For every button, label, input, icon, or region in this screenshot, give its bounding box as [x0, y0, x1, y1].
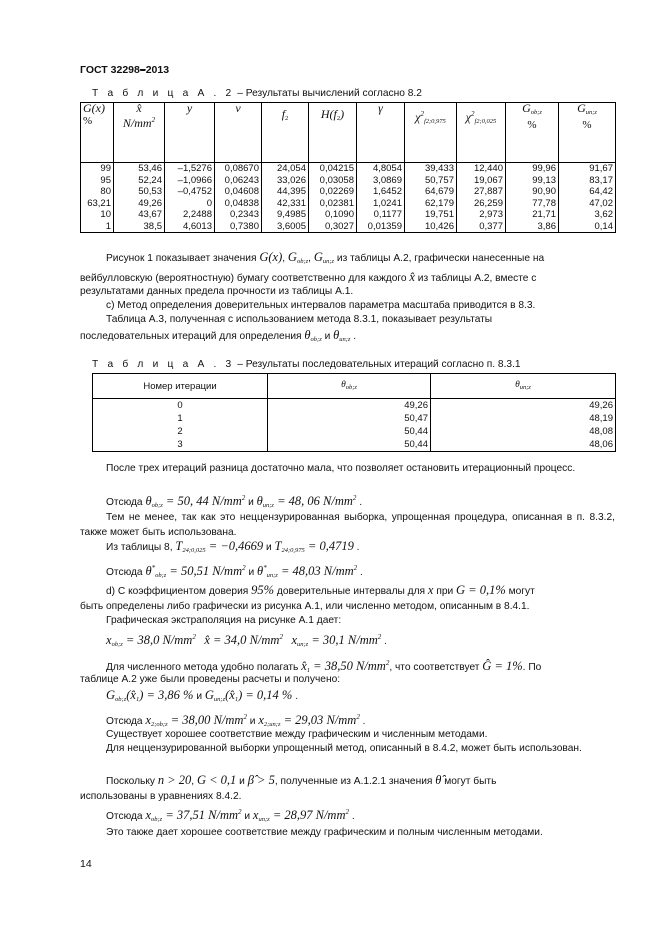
equation-graphic: $x_{ob;z} = 38,0$ $N/mm^2$ x̂ = 34,0 $N/mm^2$ $x_{un;z} = 30,1$ $N/mm^2$ .: [106, 633, 387, 648]
table-cell: 27,887: [457, 186, 506, 198]
table-row: [81, 186, 616, 198]
col-gob: $G_{ob;z}$ %: [506, 103, 559, 163]
equation-x2: Отсюда $x_{2;ob;z} = 38,00$ $N/mm^2$ и $x_{2;un;z} = 29,03$ $N/mm^2$ .: [106, 713, 366, 728]
paragraph-12: Поскольку n > 20, G < 0,1 и β̂ > 5, полученные из А.1.2.1 значения θ̂ могут быть: [106, 773, 497, 787]
table-cell: 49,26: [431, 399, 616, 413]
table2-header-row: [81, 103, 616, 163]
table-cell: 0,377: [457, 221, 506, 233]
table-cell: 10,426: [405, 221, 457, 233]
table-cell: 0,2343: [215, 209, 262, 221]
document-header: ГОСТ 32298–2013: [80, 64, 170, 76]
paragraph-9: Для численного метода удобно полагать $x̂_1 = 38,50$ $N/mm^2$, что соответствует Ĝ = 1%. По: [106, 659, 542, 674]
table-cell: 48,08: [431, 425, 616, 438]
col-gun: $G_{un;z}$ %: [559, 103, 616, 163]
table-cell: –1,0966: [165, 175, 215, 187]
paragraph-3-cont: последовательных итераций для определения $\theta_{ob;z}$ и $\theta_{un;z}$ .: [80, 328, 357, 343]
table-cell: 2,2488: [165, 209, 215, 221]
table-cell: 49,26: [268, 399, 431, 413]
table-cell: 33,026: [262, 175, 309, 187]
table-cell: 0,3027: [309, 221, 357, 233]
table-cell: 91,67: [559, 163, 616, 175]
table2-caption: Т а б л и ц а А . 2 – Результаты вычислений согласно 8.2: [92, 88, 422, 99]
equation-1: Отсюда $\theta_{ob;z} = 50$, 44 $N/mm^2$ и $\theta_{un;z} = 48$, 06 $N/mm^2$ .: [106, 494, 363, 509]
table-cell: 44,395: [262, 186, 309, 198]
table-row: [93, 425, 616, 438]
table-cell: 0,04838: [215, 198, 262, 210]
table-cell: 1,6452: [357, 186, 405, 198]
table-cell: 3,0869: [357, 175, 405, 187]
paragraph-13: Это также дает хорошее соответствие между графическим и полным численным методами.: [106, 827, 543, 838]
table-row: [93, 399, 616, 413]
table-cell: 0,04215: [309, 163, 357, 175]
table-cell: 50,44: [268, 425, 431, 438]
table-cell: 0,1090: [309, 209, 357, 221]
col-hf2: $H(f_2)$: [309, 103, 357, 163]
table-row: [93, 438, 616, 452]
table-cell: 0,1177: [357, 209, 405, 221]
table-cell: 24,054: [262, 163, 309, 175]
table3-header-row: [93, 374, 616, 399]
paragraph-7-cont: быть определены либо графически из рисунка А.1, или численно методом, описанным в 8.4.1.: [80, 601, 530, 612]
table-cell: 2,973: [457, 209, 506, 221]
table-cell: 38,5: [114, 221, 165, 233]
table-cell: 0: [165, 198, 215, 210]
table-cell: 12,440: [457, 163, 506, 175]
table-row: [81, 221, 616, 233]
table-cell: 50,44: [268, 438, 431, 452]
col-xhat: x̂ $N/mm^2$: [114, 103, 165, 163]
table-cell: –1,5276: [165, 163, 215, 175]
page-number: 14: [80, 858, 92, 870]
col-y: y: [165, 103, 215, 163]
table-cell: 50,757: [405, 175, 457, 187]
table-cell: 80: [81, 186, 114, 198]
table-cell: 0,14: [559, 221, 616, 233]
table-cell: 47,02: [559, 198, 616, 210]
table-cell: 1: [81, 221, 114, 233]
table-cell: 48,06: [431, 438, 616, 452]
col-gamma: γ: [357, 103, 405, 163]
table-cell: 99,96: [506, 163, 559, 175]
table-row: [81, 163, 616, 175]
table-cell: 19,067: [457, 175, 506, 187]
table-cell: 10: [81, 209, 114, 221]
table-row: [81, 198, 616, 210]
table-row: [93, 412, 616, 425]
table-cell: 21,71: [506, 209, 559, 221]
table-cell: 99: [81, 163, 114, 175]
table-cell: 19,751: [405, 209, 457, 221]
table-cell: 99,13: [506, 175, 559, 187]
table-cell: 77,78: [506, 198, 559, 210]
table-cell: 90,90: [506, 186, 559, 198]
paragraph-3: Таблица А.3, полученная с использованием метода 8.3.1, показывает результаты: [106, 314, 493, 325]
paragraph-1-end: результатами данных предела прочности из таблицы А.1.: [80, 286, 354, 297]
table-cell: 43,67: [114, 209, 165, 221]
col-chi1: $\chi^2_{f2;0,975}$: [405, 103, 457, 163]
table-cell: 95: [81, 175, 114, 187]
paragraph-11: Для неццензурированной выборки упрощенный метод, описанный в 8.4.2, может быть использован.: [106, 743, 582, 754]
col-gx: G(x) %: [81, 103, 114, 163]
col-theta-ob: $\theta_{ob;z}$: [268, 374, 431, 399]
table-cell: 0,02269: [309, 186, 357, 198]
equation-t: Из таблицы 8, $T_{24;0,025} = -0,4669$ и $T_{24;0,975} = 0,4719$ .: [106, 539, 360, 554]
table-cell: 48,19: [431, 412, 616, 425]
paragraph-9-cont: таблице А.2 уже были проведены расчеты и получено:: [80, 674, 341, 685]
table-cell: 0,03058: [309, 175, 357, 187]
table-cell: 49,26: [114, 198, 165, 210]
table-cell: 1: [93, 412, 268, 425]
equation-final: Отсюда $x_{ob;z} = 37,51$ $N/mm^2$ и $x_{un;z} = 28,97$ $N/mm^2$ .: [106, 808, 355, 823]
table-cell: 3,6005: [262, 221, 309, 233]
col-f2: $f_2$: [262, 103, 309, 163]
table-cell: 4,6013: [165, 221, 215, 233]
table-cell: 0,06243: [215, 175, 262, 187]
col-iter: Номер итерации: [93, 374, 268, 399]
paragraph-12-cont: использованы в уравнениях 8.4.2.: [80, 791, 242, 802]
table-a3: [92, 373, 616, 452]
col-nu: ν: [215, 103, 262, 163]
paragraph-5: Тем не менее, так как это неццензурированная выборка, упрощенная процедура, описанная в п. 8.3.2, также может быть использована.: [80, 512, 615, 538]
paragraph-4: После трех итераций разница достаточно мала, что позволяет остановить итерационный процесс.: [106, 463, 576, 474]
table-cell: 39,433: [405, 163, 457, 175]
paragraph-1: Рисунок 1 показывает значения G(x), $G_{ob;z}$, $G_{un;z}$ из таблицы А.2, графически нанесенные на: [106, 250, 545, 265]
table3-caption: Т а б л и ц а А . 3 – Результаты последовательных итераций согласно п. 8.3.1: [92, 359, 521, 370]
col-chi2: $\chi^2_{f2;0,025}$: [457, 103, 506, 163]
table-cell: 0,08670: [215, 163, 262, 175]
table-cell: 63,21: [81, 198, 114, 210]
table-cell: –0,4752: [165, 186, 215, 198]
table-cell: 52,24: [114, 175, 165, 187]
table-cell: 9,4985: [262, 209, 309, 221]
table-cell: 0,02381: [309, 198, 357, 210]
table-cell: 64,679: [405, 186, 457, 198]
table-cell: 3: [93, 438, 268, 452]
table-cell: 62,179: [405, 198, 457, 210]
table-cell: 0,7380: [215, 221, 262, 233]
table-cell: 0: [93, 399, 268, 413]
paragraph-7: d) С коэффициентом доверия 95% доверительные интервалы для x при G = 0,1% могут: [106, 583, 535, 597]
equation-2: Отсюда $\theta^*_{ob;z} = 50,51$ $N/mm^2$ и $\theta^*_{un;z} = 48,03$ $N/mm^2$ .: [106, 564, 363, 579]
col-theta-un: $\theta_{un;z}$: [431, 374, 616, 399]
paragraph-10: Существует хорошее соответствие между графическим и численным методами.: [106, 729, 488, 740]
table-cell: 50,47: [268, 412, 431, 425]
table-cell: 0,01359: [357, 221, 405, 233]
table-cell: 1,0241: [357, 198, 405, 210]
paragraph-1-cont: вейбулловскую (вероятностную) бумагу соответственно для каждого x̂ из таблицы А.2, вместе с: [80, 270, 537, 284]
table-cell: 64,42: [559, 186, 616, 198]
equation-g: $G_{ob;z}(x̂_1) = 3,86$ % и $G_{un;z}(x̂_1) = 0,14$ % .: [106, 688, 299, 703]
table-cell: 83,17: [559, 175, 616, 187]
table-cell: 3,86: [506, 221, 559, 233]
table-cell: 0,04608: [215, 186, 262, 198]
table-cell: 2: [93, 425, 268, 438]
paragraph-2: c) Метод определения доверительных интервалов параметра масштаба приводится в 8.3.: [106, 300, 536, 311]
table-row: [81, 175, 616, 187]
table-row: [81, 209, 616, 221]
paragraph-8: Графическая экстраполяция на рисунке А.1 дает:: [106, 615, 342, 626]
table-cell: 3,62: [559, 209, 616, 221]
table-cell: 26,259: [457, 198, 506, 210]
table-cell: 53,46: [114, 163, 165, 175]
table-cell: 42,331: [262, 198, 309, 210]
table-cell: 4,8054: [357, 163, 405, 175]
table-a2: [80, 102, 616, 233]
table-cell: 50,53: [114, 186, 165, 198]
